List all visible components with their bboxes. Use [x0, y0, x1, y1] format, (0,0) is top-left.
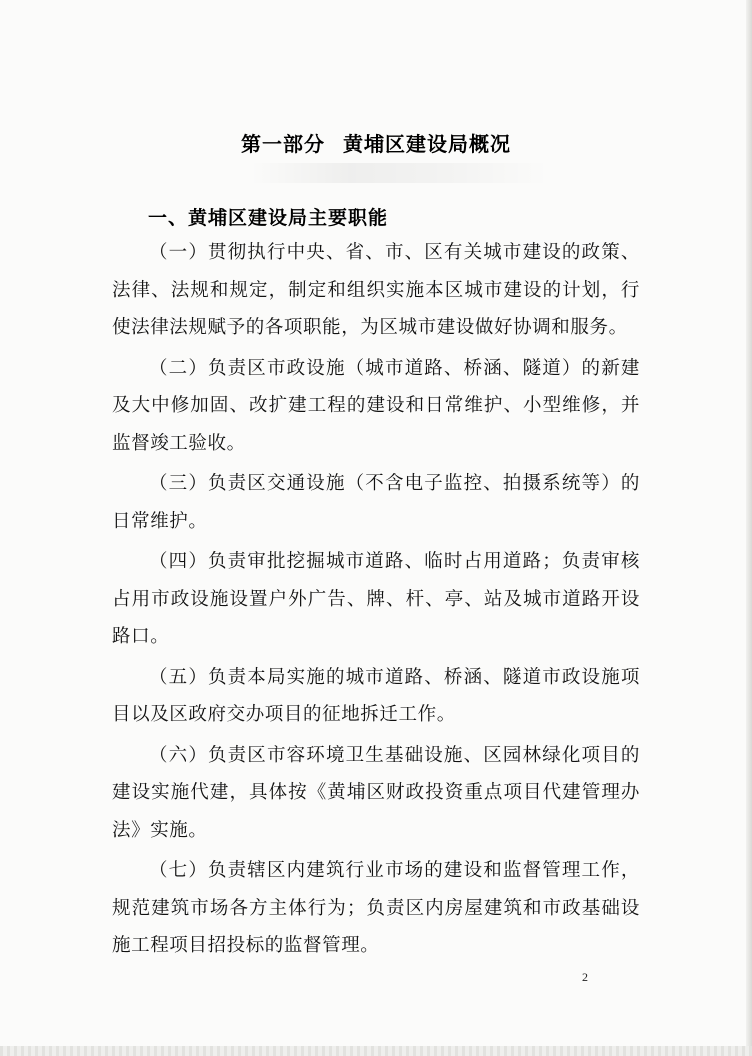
title-name: 黄埔区建设局概况 [343, 132, 511, 156]
paragraph-3: （三）负责区交通设施（不含电子监控、拍摄系统等）的日常维护。 [112, 473, 640, 532]
paragraph-5: （五）负责本局实施的城市道路、桥涵、隧道市政设施项目以及区政府交办项目的征地拆迁工作。 [112, 666, 640, 725]
page-number: 2 [582, 970, 588, 984]
paragraph-4: （四）负责审批挖掘城市道路、临时占用道路；负责审核占用市政设施设置户外广告、牌、杆、亭、站及城市道路开设路口。 [112, 551, 640, 647]
section-heading: 一、黄埔区建设局主要职能 [148, 207, 389, 229]
paragraph-1: （一）贯彻执行中央、省、市、区有关城市建设的政策、法律、法规和规定，制定和组织实施本区城市建设的计划，行使法律法规赋予的各项职能，为区城市建设做好协调和服务。 [112, 242, 640, 338]
paragraph-2: （二）负责区市政设施（城市道路、桥涵、隧道）的新建及大中修加固、改扩建工程的建设和日常维护、小型维修，并监督竣工验收。 [112, 357, 640, 454]
scan-edge-bottom [0, 1046, 752, 1056]
bleed-through-shadow [250, 163, 550, 183]
paragraph-7: （七）负责辖区内建筑行业市场的建设和监督管理工作，规范建筑市场各方主体行为；负责区内房屋建筑和市政基础设施工程项目招投标的监督管理。 [112, 860, 640, 956]
paragraph-6: （六）负责区市容环境卫生基础设施、区园林绿化项目的建设实施代建，具体按《黄埔区财政投资重点项目代建管理办法》实施。 [112, 744, 640, 841]
scan-edge-right [746, 0, 752, 1056]
body-text [112, 234, 640, 968]
page-title [0, 128, 752, 157]
title-part: 第一部分 [241, 132, 325, 156]
